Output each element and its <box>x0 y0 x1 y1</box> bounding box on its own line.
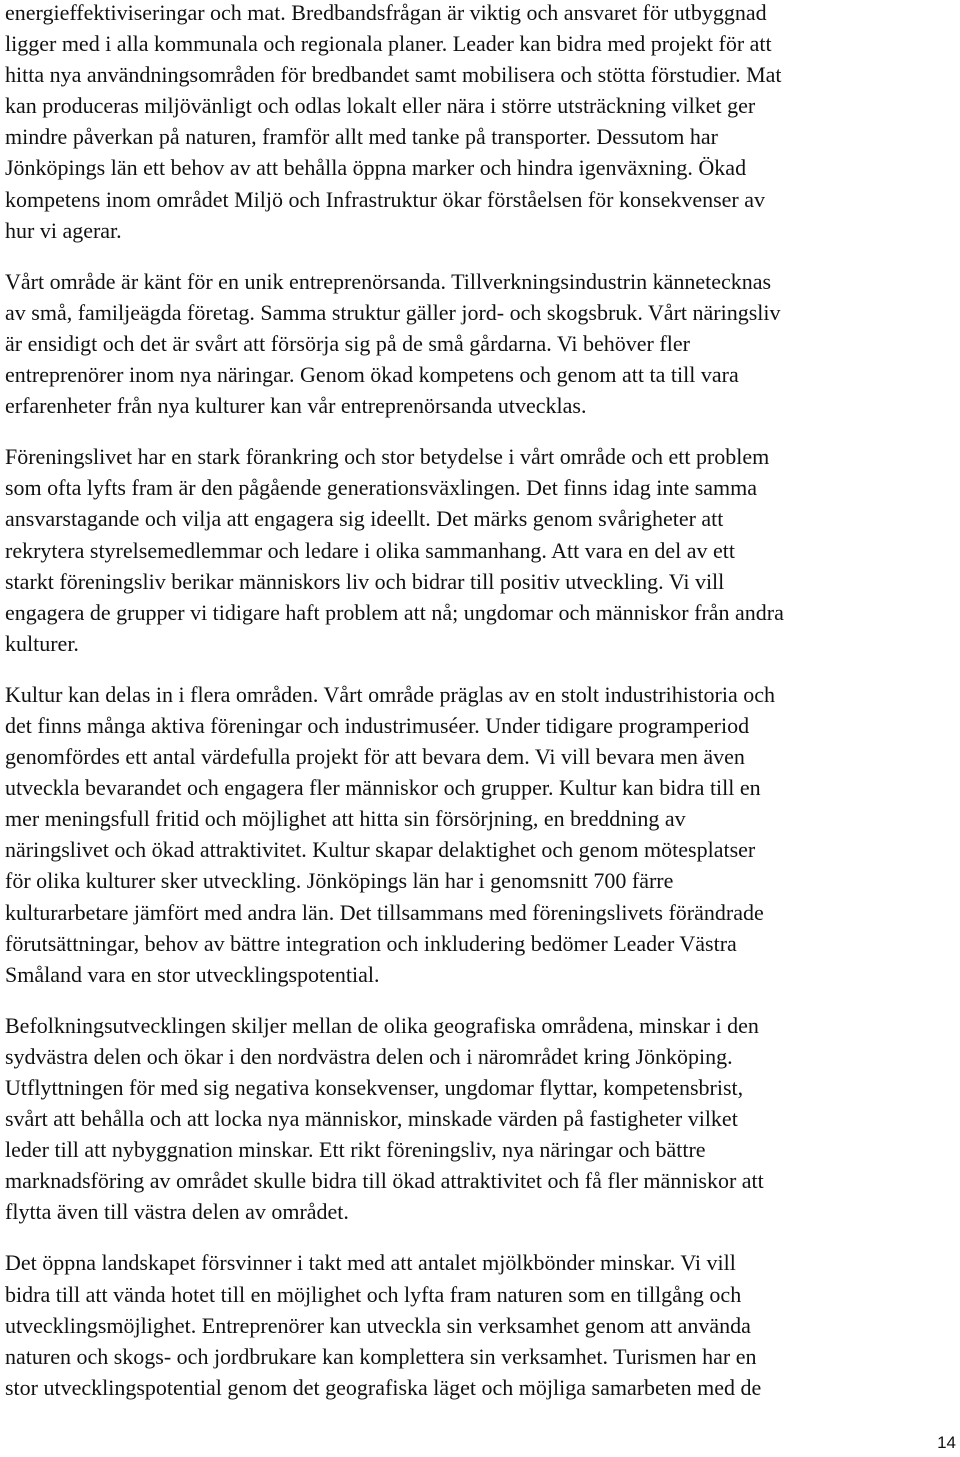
text-line: hur vi agerar. <box>5 217 122 243</box>
text-line: Utflyttningen för med sig negativa konsekvenser, ungdomar flyttar, kompetensbrist, <box>5 1075 744 1100</box>
text-line: energieffektiviseringar och mat. Bredbandsfrågan är viktig och ansvaret för utbyggnad <box>5 0 767 25</box>
text-line: det finns många aktiva föreningar och industrimuséer. Under tidigare programperiod <box>5 712 750 738</box>
text-line: ligger med i alla kommunala och regionala planer. Leader kan bidra med projekt för att <box>5 31 772 57</box>
body-paragraph <box>5 0 955 246</box>
text-line: stor utvecklingspotential genom det geografiska läget och möjliga samarbeten med de <box>5 1374 762 1400</box>
text-line: svårt att behålla och att locka nya människor, minskade värden på fastigheter vilket <box>5 1106 738 1132</box>
text-line: genomfördes ett antal värdefulla projekt för att bevara dem. Vi vill bevara men även <box>5 744 745 770</box>
text-line: Det öppna landskapet försvinner i takt med att antalet mjölkbönder minskar. Vi vill <box>5 1250 736 1276</box>
text-line: hitta nya användningsområden för bredbandet samt mobilisera och stötta förstudier. Mat <box>5 62 782 88</box>
text-line: erfarenheter från nya kulturer kan vår entreprenörsanda utvecklas. <box>5 393 587 419</box>
text-line: engagera de grupper vi tidigare haft problem att nå; ungdomar och människor från andra <box>5 599 784 625</box>
text-line: marknadsföring av området skulle bidra till ökad attraktivitet och få fler människor att <box>5 1168 764 1194</box>
text-line: näringslivet och ökad attraktivitet. Kultur skapar delaktighet och genom mötesplatser <box>5 837 756 863</box>
text-line: mindre påverkan på naturen, framför allt med tanke på transporter. Dessutom har <box>5 124 718 150</box>
text-line: kulturer. <box>5 630 79 656</box>
text-line: kompetens inom området Miljö och Infrastruktur ökar förståelsen för konsekvenser av <box>5 186 766 212</box>
text-line: Föreningslivet har en stark förankring och stor betydelse i vårt område och ett problem <box>5 444 770 470</box>
text-line: utvecklingsmöjlighet. Entreprenörer kan utveckla sin verksamhet genom att använda <box>5 1312 751 1338</box>
text-line: kan produceras miljövänligt och odlas lokalt eller nära i större utsträckning vilket ger <box>5 93 756 119</box>
text-line: som ofta lyfts fram är den pågående generationsväxlingen. Det finns idag inte samma <box>5 475 758 501</box>
text-line: Kultur kan delas in i flera områden. Vårt område präglas av en stolt industrihistoria och <box>5 681 775 707</box>
text-line: för olika kulturer sker utveckling. Jönköpings län har i genomsnitt 700 färre <box>5 868 674 894</box>
text-line: kulturarbetare jämfört med andra län. Det tillsammans med föreningslivets förändrade <box>5 899 764 925</box>
text-line: Vårt område är känt för en unik entreprenörsanda. Tillverkningsindustrin kännetecknas <box>5 268 772 294</box>
text-line: flytta även till västra delen av området. <box>5 1199 349 1225</box>
text-line: av små, familjeägda företag. Samma struktur gäller jord- och skogsbruk. Vårt näringsliv <box>5 299 781 325</box>
text-line: Befolkningsutvecklingen skiljer mellan de olika geografiska områdena, minskar i den <box>5 1012 759 1038</box>
text-line: Småland vara en stor utvecklingspotential. <box>5 961 380 987</box>
body-paragraph <box>5 679 955 990</box>
body-paragraph <box>5 1247 955 1402</box>
body-paragraph <box>5 441 955 659</box>
text-line: sydvästra delen och ökar i den nordvästra delen och i närområdet kring Jönköping. <box>5 1043 733 1069</box>
text-line: utveckla bevarandet och engagera fler människor och grupper. Kultur kan bidra till en <box>5 775 761 801</box>
text-line: är ensidigt och det är svårt att försörja sig på de små gårdarna. Vi behöver fler <box>5 330 690 356</box>
body-paragraph <box>5 266 955 421</box>
text-line: ansvarstagande och vilja att engagera sig ideellt. Det märks genom svårigheter att <box>5 506 724 532</box>
text-line: naturen och skogs- och jordbrukare kan komplettera sin verksamhet. Turismen har en <box>5 1343 757 1369</box>
text-line: leder till att nybyggnation minskar. Ett rikt föreningsliv, nya näringar och bättre <box>5 1137 706 1163</box>
text-line: förutsättningar, behov av bättre integration och inkludering bedömer Leader Västra <box>5 930 737 956</box>
text-line: starkt föreningsliv berikar människors liv och bidrar till positiv utveckling. Vi vill <box>5 568 725 594</box>
document-page <box>5 0 955 1423</box>
text-line: Jönköpings län ett behov av att behålla öppna marker och hindra igenväxning. Ökad <box>5 155 747 181</box>
text-line: rekrytera styrelsemedlemmar och ledare i olika sammanhang. Att vara en del av ett <box>5 537 735 563</box>
page-number: 14 <box>937 1433 956 1452</box>
body-paragraph <box>5 1010 955 1228</box>
text-line: entreprenörer inom nya näringar. Genom ökad kompetens och genom att ta till vara <box>5 362 739 388</box>
text-line: bidra till att vända hotet till en möjlighet och lyfta fram naturen som en tillgång och <box>5 1281 742 1307</box>
text-line: mer meningsfull fritid och möjlighet att hitta sin försörjning, en breddning av <box>5 806 686 832</box>
